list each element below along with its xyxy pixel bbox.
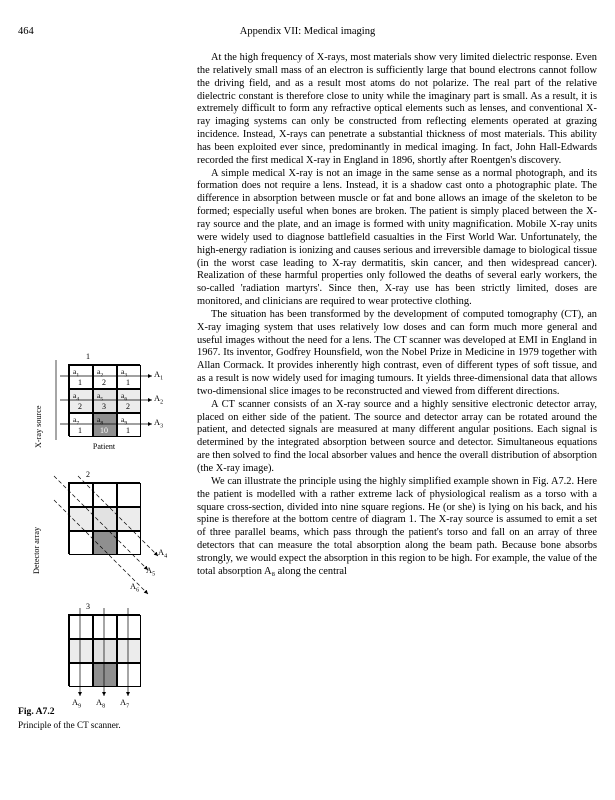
figure-ct-scanner [18,352,190,748]
cell-value: 1 [126,426,130,435]
cell-letter: $a_3$ [121,367,128,379]
page-header [0,26,615,42]
paragraph: At the high frequency of X-rays, most materials show very limited dielectric response. Even the relatively small mass of an electron is sufficiently large that bound electrons cannot follow the driving field, and as a result most atoms do not polarize. The real part of the relative dielectric constant is therefore close to unity while the imaginary part is small. As a result, it is extremely difficult to form any refractive optical elements such as lenses, and conventional X-ray imaging systems can only be constructed from reflecting elements operated at grazing incidence. Instead, X-rays can penetrate a substantial thickness of most materials. This ability has been exploited ever since, predominantly in medical imaging. In fact, John Hall-Edwards recorded the first medical X-ray in England in 1896, shortly after Roentgen's discovery. [197,52,597,166]
detector-label: $A_4$ [158,548,168,560]
body-text-column [197,52,597,579]
beam-arrows-2 [18,470,190,600]
paragraph: A simple medical X-ray is not an image in the same sense as a normal photograph, and its formation does not require a lens. Instead, it is a shadow cast onto a photographic plate. The difference in absorption between muscle or fat and bone allows an image of the skeleton to be formed; especially useful when bones are broken. The patient is simply placed between the X-ray source and the plate, and an image is formed with unity magnification. Mobile X-ray units were widely used to diagnose battlefield casualties in the First World War. Unfortunately, the high-energy radiation is ionizing and causes serious and irreversible damage to biological tissue (in the worst case leading to X-ray dermatitis, skin cancer, and then widespread cancer). Realization of these harmful properties only followed the deaths of several early workers, the so-called 'radiation martyrs'. Since then, X-ray use has been strictly limited, doses are monitored, and clinicians are required to wear protective clothing. [197,167,597,308]
cell-letter: $a_1$ [73,367,80,379]
patient-label: Patient [92,442,116,451]
detector-label: $A_2$ [154,394,164,406]
diagram-1 [18,352,190,462]
paragraph: The situation has been transformed by the development of computed tomography (CT), an X-ray imaging system that uses relatively low doses and can form much more general and useful images without the need for a lens. The CT scanner was developed at EMI in England in 1967. Its inventor, Godfrey Hounsfield, won the Nobel Prize in Medicine in 1979 together with Allan Cormack. It provides inherently high contrast, even of different types of soft tissue, and as a result is now widely used for imaging tumours. It yields three-dimensional data that allows two-dimensional slice images to be reconstructed and viewed from different directions. [197,308,597,397]
page-number: 464 [18,26,34,37]
cell-value: 1 [126,378,130,387]
cell-letter: $a_8$ [97,415,104,427]
running-head: Appendix VII: Medical imaging [239,26,376,37]
detector-label: $A_1$ [154,370,164,382]
cell-letter: $a_9$ [121,415,128,427]
x-ray-source-label: X-ray source [34,405,43,448]
paragraph: A CT scanner consists of an X-ray source and a highly sensitive electronic detector array, placed on either side of the patient. The source and detector array can be rotated around the patient, and detected signals are measured at many different angular positions. Each signal is determined by the integrated absorption between source and detector. Simultaneous equations are then solved to find the local absorber values and hence the overall distribution of absorption (the X-ray image). [197,398,597,474]
diagram-3 [18,602,190,722]
paragraph: We can illustrate the principle using the highly simplified example shown in Fig. A7.2. Here the patient is modelled with a rather extreme lack of physiological realism as a torso with a square cross-section, divided into nine square regions. He (or she) is lying on his back, and his spine is therefore at the bottom centre of diagram 1. The X-ray source is assumed to emit a set of three parallel beams, which pass through the patient's torso and fall on an array of three detectors that can measure the total absorption along the beam path. Because bone absorbs strongly, we would expect the absorption in this region to be high. For example, the value of the total absorption A₈ along the central [197,475,597,577]
cell-value: 2 [126,402,130,411]
cell-value: 3 [102,402,106,411]
cell-value: 1 [78,378,82,387]
cell-letter: $a_4$ [73,391,80,403]
figure-label: Fig. A7.2 [18,706,55,717]
cell-value: 1 [78,426,82,435]
cell-value: 2 [102,378,106,387]
cell-letter: $a_6$ [121,391,128,403]
figure-caption [18,706,178,731]
diagram-1-number: 1 [86,352,90,361]
beam-arrows-1 [18,352,190,462]
detector-label: $A_9$ [72,698,82,710]
figure-caption-text: Principle of the CT scanner. [18,719,121,730]
diagram-3-number: 3 [86,602,90,611]
detector-label: $A_6$ [130,582,140,594]
detector-array-label: Detector array [32,526,41,574]
detector-label: $A_3$ [154,418,164,430]
cell-value: 10 [100,426,108,435]
diagram-2-number: 2 [86,470,90,479]
detector-label: $A_7$ [120,698,130,710]
detector-label: $A_8$ [96,698,106,710]
cell-letter: $a_2$ [97,367,104,379]
diagram-2 [18,470,190,600]
cell-value: 2 [78,402,82,411]
detector-label: $A_5$ [146,566,156,578]
cell-letter: $a_7$ [73,415,80,427]
cell-letter: $a_5$ [97,391,104,403]
